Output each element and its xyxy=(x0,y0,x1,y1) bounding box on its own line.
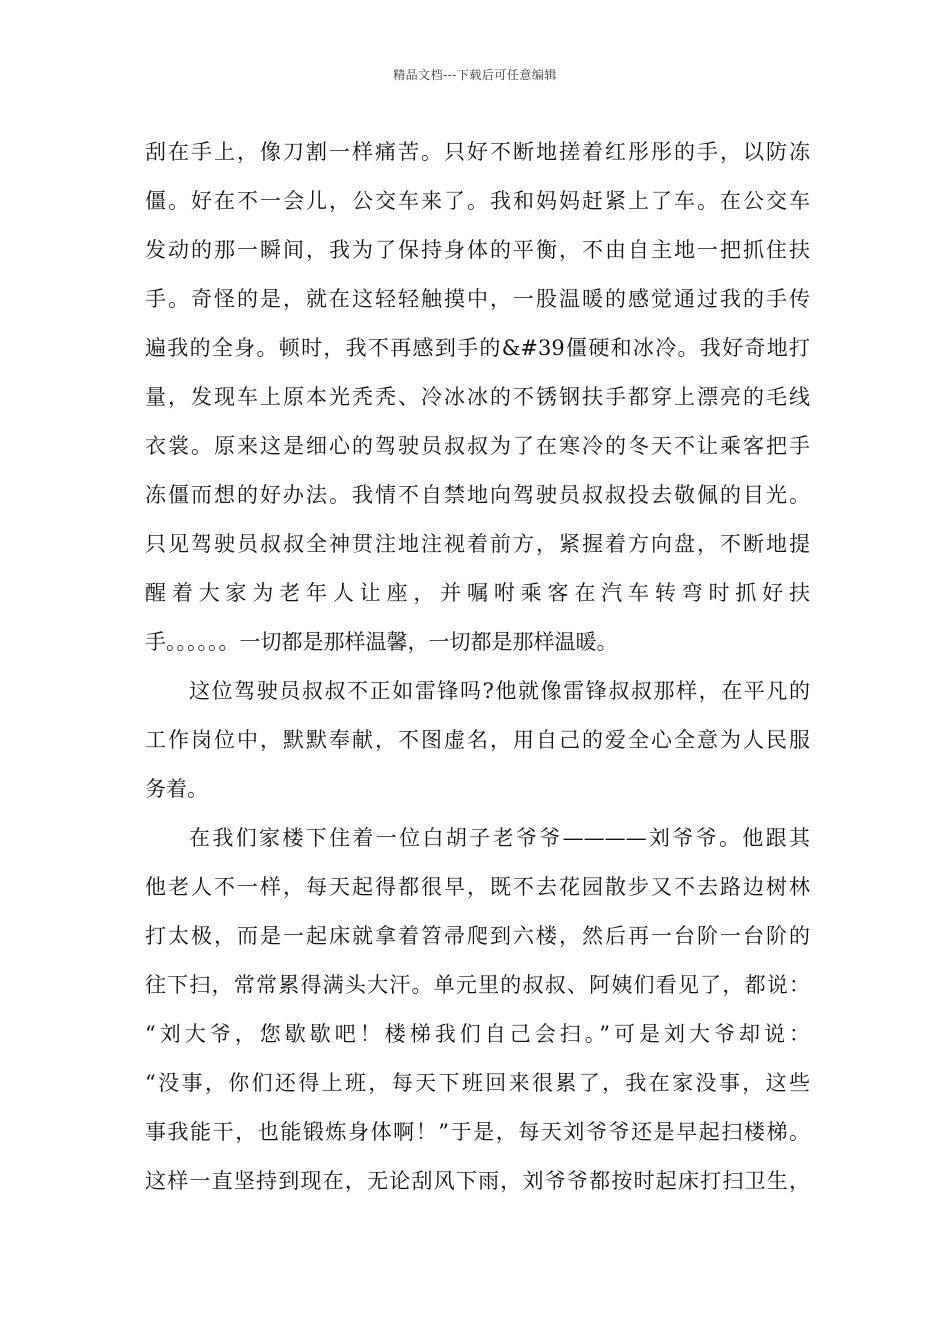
text-line: 手。。。。。。一切都是那样温馨，一切都是那样温暖。 xyxy=(145,630,618,654)
text-line: 僵。好在不一会儿，公交车来了。我和妈妈赶紧上了车。在公交车 xyxy=(145,189,810,213)
text-line: 这位驾驶员叔叔不正如雷锋吗?他就像雷锋叔叔那样，在平凡的 xyxy=(189,679,810,703)
text-line: “没事，你们还得上班，每天下班回来很累了，我在家没事，这些 xyxy=(145,1071,810,1095)
text-line: 量，发现车上原本光秃秃、冷冰冰的不锈钢扶手都穿上漂亮的毛线 xyxy=(145,385,810,409)
text-line: 手。奇怪的是，就在这轻轻触摸中，一股温暖的感觉通过我的手传 xyxy=(145,287,810,311)
text-line: 务着。 xyxy=(145,777,208,801)
text-line: 在我们家楼下住着一位白胡子老爷爷————刘爷爷。他跟其 xyxy=(189,826,810,850)
text-line: 这样一直坚持到现在，无论刮风下雨，刘爷爷都按时起床打扫卫生， xyxy=(145,1169,810,1193)
page-header: 精品文档---下载后可任意编辑 xyxy=(393,68,557,82)
text-line: 打太极，而是一起床就拿着笤帚爬到六楼，然后再一台阶一台阶的 xyxy=(145,924,810,948)
text-line: 往下扫，常常累得满头大汗。单元里的叔叔、阿姨们看见了，都说： xyxy=(145,973,810,997)
text-line: 事我能干，也能锻炼身体啊！”于是，每天刘爷爷还是早起扫楼梯。 xyxy=(145,1120,810,1144)
document-body xyxy=(145,128,810,1206)
text-line: 他老人不一样，每天起得都很早，既不去花园散步又不去路边树林 xyxy=(145,875,810,899)
text-line: 工作岗位中，默默奉献，不图虚名，用自己的爱全心全意为人民服 xyxy=(145,728,810,752)
text-line: 醒着大家为老年人让座，并嘱咐乘客在汽车转弯时抓好扶 xyxy=(145,581,810,605)
text-line: 冻僵而想的好办法。我情不自禁地向驾驶员叔叔投去敬佩的目光。 xyxy=(145,483,810,507)
text-line: 只见驾驶员叔叔全神贯注地注视着前方，紧握着方向盘，不断地提 xyxy=(145,532,810,556)
text-line: 衣裳。原来这是细心的驾驶员叔叔为了在寒冷的冬天不让乘客把手 xyxy=(145,434,810,458)
text-line: 遍我的全身。顿时，我不再感到手的&#39僵硬和冰冷。我好奇地打 xyxy=(145,336,810,360)
text-line: 发动的那一瞬间，我为了保持身体的平衡，不由自主地一把抓住扶 xyxy=(145,238,810,262)
text-line: “刘大爷，您歇歇吧！楼梯我们自己会扫。”可是刘大爷却说： xyxy=(145,1022,810,1046)
text-line: 刮在手上，像刀割一样痛苦。只好不断地搓着红彤彤的手，以防冻 xyxy=(145,140,810,164)
